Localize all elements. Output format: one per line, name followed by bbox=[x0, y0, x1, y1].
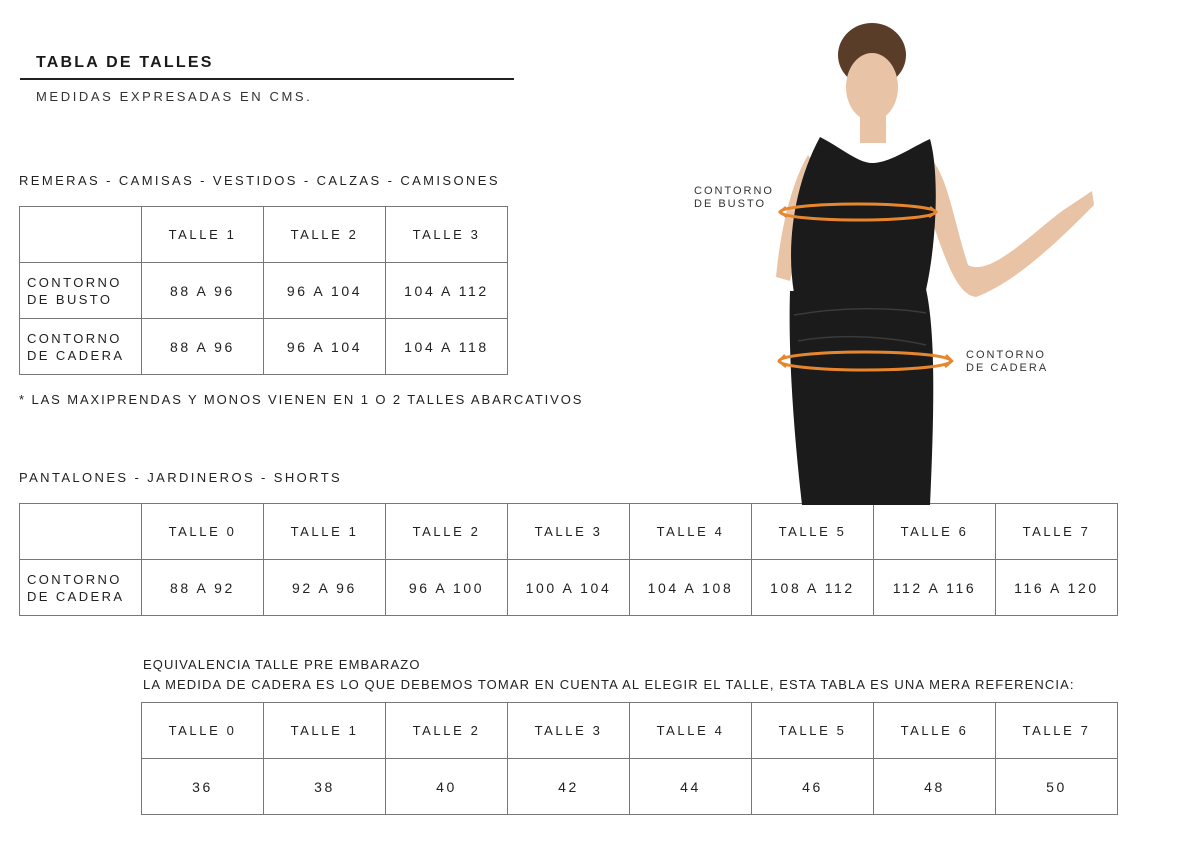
column-header: TALLE 2 bbox=[264, 207, 386, 263]
hip-label bbox=[966, 349, 1048, 375]
model-figure bbox=[776, 23, 1094, 505]
section-label-tops: REMERAS - CAMISAS - VESTIDOS - CALZAS - CAMISONES bbox=[19, 173, 500, 188]
table-cell: 36 bbox=[142, 759, 264, 815]
hip-label-line: CONTORNO bbox=[966, 349, 1046, 361]
column-header: TALLE 3 bbox=[508, 703, 630, 759]
table-cell: 104 A 108 bbox=[630, 560, 752, 616]
column-header: TALLE 3 bbox=[386, 207, 508, 263]
table-cell: 96 A 100 bbox=[386, 560, 508, 616]
row-header-line: CONTORNO bbox=[27, 330, 122, 346]
table-cell: 116 A 120 bbox=[996, 560, 1118, 616]
table-cell: 46 bbox=[752, 759, 874, 815]
table-header-row bbox=[142, 703, 1118, 759]
column-header: TALLE 4 bbox=[630, 504, 752, 560]
footnote: * LAS MAXIPRENDAS Y MONOS VIENEN EN 1 O 2 TALLES ABARCATIVOS bbox=[19, 392, 584, 407]
table-cell: 96 A 104 bbox=[264, 263, 386, 319]
table-row bbox=[20, 560, 1118, 616]
table-cell: 104 A 112 bbox=[386, 263, 508, 319]
hip-label-line: DE CADERA bbox=[966, 362, 1049, 374]
section-label-bottoms: PANTALONES - JARDINEROS - SHORTS bbox=[19, 470, 343, 485]
size-table-equivalence bbox=[141, 702, 1118, 815]
table-corner-cell bbox=[20, 207, 142, 263]
table-cell: 40 bbox=[386, 759, 508, 815]
bust-label bbox=[694, 185, 774, 211]
column-header: TALLE 0 bbox=[142, 504, 264, 560]
table-row bbox=[142, 759, 1118, 815]
column-header: TALLE 6 bbox=[874, 703, 996, 759]
column-header: TALLE 5 bbox=[752, 703, 874, 759]
pants bbox=[790, 289, 934, 505]
bodysuit bbox=[791, 137, 936, 293]
table-row bbox=[20, 319, 508, 375]
page-title: TABLA DE TALLES bbox=[36, 54, 214, 71]
table-header-row bbox=[20, 504, 1118, 560]
column-header: TALLE 5 bbox=[752, 504, 874, 560]
table-cell: 112 A 116 bbox=[874, 560, 996, 616]
size-table-bottoms bbox=[19, 503, 1118, 616]
table-cell: 42 bbox=[508, 759, 630, 815]
bust-arrow-icon bbox=[780, 207, 787, 217]
column-header: TALLE 1 bbox=[142, 207, 264, 263]
column-header: TALLE 2 bbox=[386, 504, 508, 560]
hip-arrow-icon bbox=[945, 355, 952, 367]
column-header: TALLE 4 bbox=[630, 703, 752, 759]
row-header bbox=[20, 319, 142, 375]
table-cell: 88 A 92 bbox=[142, 560, 264, 616]
row-header-line: CONTORNO bbox=[27, 274, 122, 290]
bust-label-line: DE BUSTO bbox=[694, 198, 767, 210]
equivalence-title: EQUIVALENCIA TALLE PRE EMBARAZO bbox=[143, 657, 421, 672]
neck-shape bbox=[860, 113, 886, 143]
column-header: TALLE 3 bbox=[508, 504, 630, 560]
column-header: TALLE 2 bbox=[386, 703, 508, 759]
row-header-line: DE CADERA bbox=[27, 588, 125, 604]
face-shape bbox=[846, 53, 898, 121]
table-corner-cell bbox=[20, 504, 142, 560]
size-table-tops bbox=[19, 206, 508, 375]
table-cell: 104 A 118 bbox=[386, 319, 508, 375]
table-cell: 88 A 96 bbox=[142, 263, 264, 319]
table-cell: 100 A 104 bbox=[508, 560, 630, 616]
bust-label-line: CONTORNO bbox=[694, 185, 774, 197]
row-header bbox=[20, 263, 142, 319]
model-photo bbox=[690, 15, 1110, 505]
page-subtitle: MEDIDAS EXPRESADAS EN CMS. bbox=[36, 89, 313, 104]
table-header-row bbox=[20, 207, 508, 263]
row-header-line: DE CADERA bbox=[27, 347, 125, 363]
column-header: TALLE 1 bbox=[264, 504, 386, 560]
column-header: TALLE 0 bbox=[142, 703, 264, 759]
column-header: TALLE 1 bbox=[264, 703, 386, 759]
title-divider bbox=[20, 78, 514, 80]
table-cell: 50 bbox=[996, 759, 1118, 815]
table-row bbox=[20, 263, 508, 319]
table-cell: 108 A 112 bbox=[752, 560, 874, 616]
column-header: TALLE 7 bbox=[996, 504, 1118, 560]
table-cell: 48 bbox=[874, 759, 996, 815]
arm-right bbox=[928, 155, 1094, 297]
table-cell: 44 bbox=[630, 759, 752, 815]
equivalence-note: LA MEDIDA DE CADERA ES LO QUE DEBEMOS TOMAR EN CUENTA AL ELEGIR EL TALLE, ESTA TABLA ES UNA MERA REFERENCIA: bbox=[143, 677, 1075, 692]
table-cell: 38 bbox=[264, 759, 386, 815]
hip-arrow-icon bbox=[779, 355, 786, 367]
table-cell: 88 A 96 bbox=[142, 319, 264, 375]
table-cell: 96 A 104 bbox=[264, 319, 386, 375]
row-header-line: CONTORNO bbox=[27, 571, 122, 587]
column-header: TALLE 6 bbox=[874, 504, 996, 560]
table-cell: 92 A 96 bbox=[264, 560, 386, 616]
column-header: TALLE 7 bbox=[996, 703, 1118, 759]
row-header-line: DE BUSTO bbox=[27, 291, 113, 307]
row-header bbox=[20, 560, 142, 616]
